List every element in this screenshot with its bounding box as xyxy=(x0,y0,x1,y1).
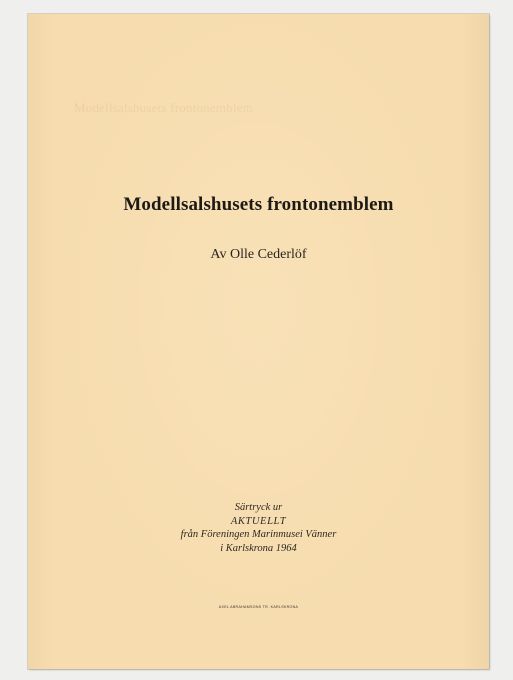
imprint-line-place-year: i Karlskrona 1964 xyxy=(220,542,297,554)
show-through-text: Modellsalshusets frontonemblem xyxy=(74,100,253,115)
imprint-line-society: från Föreningen Marinmusei Vänner xyxy=(180,529,337,540)
imprint-block xyxy=(28,501,489,555)
printer-credit: AXEL ABRAHAMSONS TR. KARLSKRONA xyxy=(218,605,299,609)
imprint-line-offprint: Särtryck ur xyxy=(234,502,283,513)
cover-author: Av Olle Cederlöf xyxy=(210,247,307,262)
imprint-line-publication: AKTUELLT xyxy=(230,515,287,527)
cover-title: Modellsalshusets frontonemblem xyxy=(123,194,394,215)
booklet-cover xyxy=(28,14,489,669)
